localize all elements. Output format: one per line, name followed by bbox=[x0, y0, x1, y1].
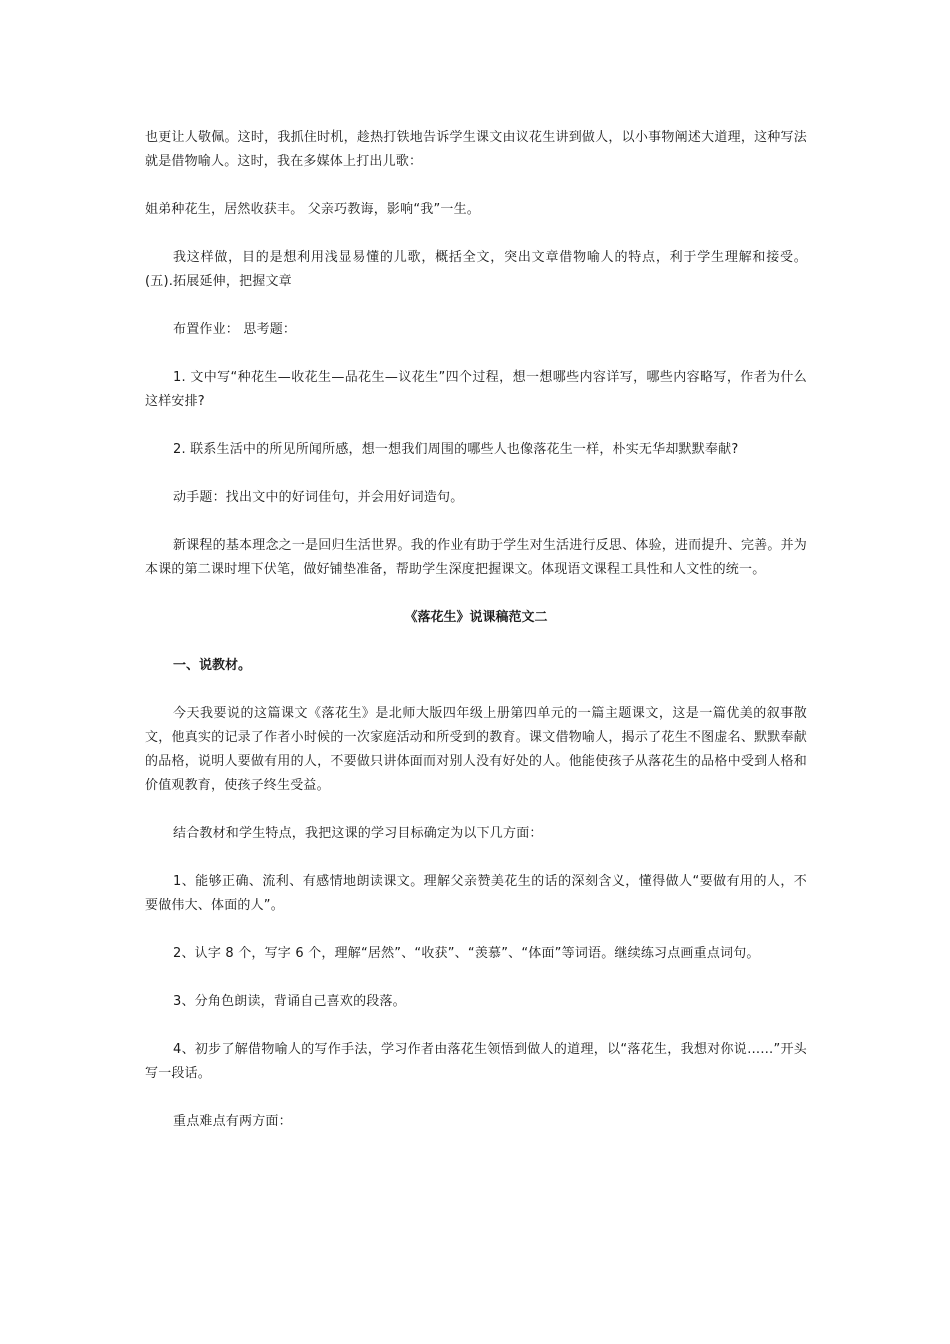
paragraph-9: 今天我要说的这篇课文《落花生》是北师大版四年级上册第四单元的一篇主题课文，这是一篇优美的叙事散文，他真实的记录了作者小时候的一次家庭活动和所受到的教育。课文借物喻人，揭示了花生不图虚名、默默奉献的品格，说明人要做有用的人，不要做只讲体面而对别人没有好处的人。他能使孩子从落花生的品格中受到人格和价值观教育，使孩子终生受益。 bbox=[145, 706, 807, 793]
paragraph-hands-on: 动手题：找出文中的好词佳句，并会用好词造句。 bbox=[173, 490, 464, 505]
paragraph-10: 结合教材和学生特点，我把这课的学习目标确定为以下几方面： bbox=[173, 826, 543, 841]
section-heading: 一、说教材。 bbox=[173, 658, 252, 673]
paragraph-children-song: 姐弟种花生，居然收获丰。 父亲巧教诲，影响“我”一生。 bbox=[145, 202, 481, 217]
paragraph-question-1: 1. 文中写“种花生—收花生—品花生—议花生”四个过程，想一想哪些内容详写，哪些内容略写，作者为什么这样安排? bbox=[145, 370, 807, 409]
paragraph-goal-2: 2、认字 8 个，写字 6 个，理解“居然”、“收获”、“羡慕”、“体面”等词语。继续练习点画重点词句。 bbox=[173, 946, 760, 961]
paragraph-8: 新课程的基本理念之一是回归生活世界。我的作业有助于学生对生活进行反思、体验，进而提升、完善。并为本课的第二课时埋下伏笔，做好铺垫准备，帮助学生深度把握课文。体现语文课程工具性和人文性的统一。 bbox=[145, 538, 807, 577]
section-title: 《落花生》说课稿范文二 bbox=[404, 610, 548, 625]
paragraph-goal-1: 1、能够正确、流利、有感情地朗读课文。理解父亲赞美花生的话的深刻含义，懂得做人“要做有用的人，不要做伟大、体面的人”。 bbox=[145, 874, 807, 913]
paragraph-goal-3: 3、分角色朗读，背诵自己喜欢的段落。 bbox=[173, 994, 406, 1009]
paragraph-3: 我这样做，目的是想利用浅显易懂的儿歌，概括全文，突出文章借物喻人的特点，利于学生理解和接受。 (五).拓展延伸，把握文章 bbox=[145, 250, 807, 289]
paragraph-goal-4: 4、初步了解借物喻人的写作手法，学习作者由落花生领悟到做人的道理，以“落花生，我想对你说……”开头写一段话。 bbox=[145, 1042, 807, 1081]
document-page bbox=[145, 126, 807, 1158]
paragraph-question-2: 2. 联系生活中的所见所闻所感，想一想我们周围的哪些人也像落花生一样，朴实无华却默默奉献? bbox=[173, 442, 739, 457]
paragraph-15: 重点难点有两方面： bbox=[173, 1114, 292, 1129]
paragraph-1: 也更让人敬佩。这时，我抓住时机，趁热打铁地告诉学生课文由议花生讲到做人，以小事物阐述大道理，这种写法就是借物喻人。这时，我在多媒体上打出儿歌： bbox=[145, 130, 807, 169]
paragraph-homework: 布置作业： 思考题： bbox=[173, 322, 297, 337]
